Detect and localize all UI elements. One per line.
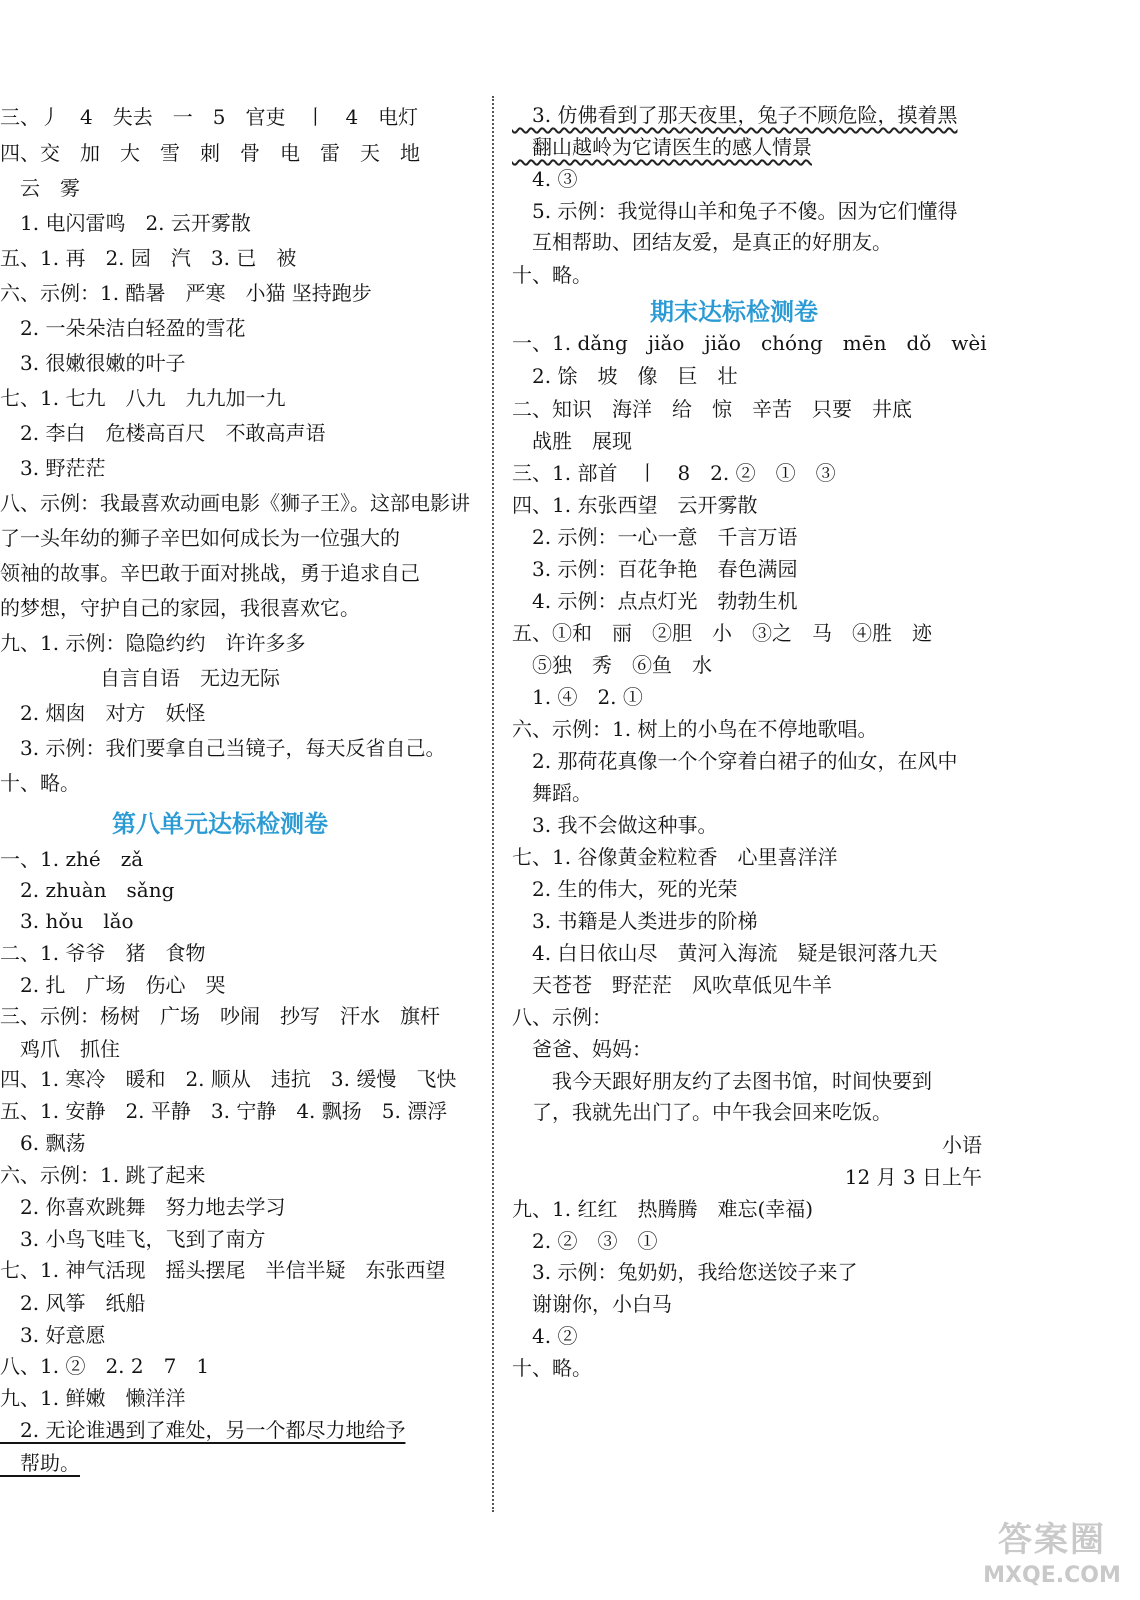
- text-line: 4. 白日依山尽 黄河入海流 疑是银河落九天: [512, 941, 938, 965]
- text-line: 六、示例：1. 树上的小鸟在不停地歌唱。: [512, 717, 878, 741]
- text-line: ⑤独 秀 ⑥鱼 水: [512, 653, 712, 677]
- text-line: 4. 示例：点点灯光 勃勃生机: [512, 589, 798, 613]
- text-line: 5. 示例：我觉得山羊和兔子不傻。因为它们懂得: [512, 199, 958, 223]
- text-line: 2. 扎 广场 伤心 哭: [0, 973, 226, 997]
- text-line: 谢谢你，小白马: [512, 1292, 672, 1316]
- date: 12 月 3 日上午: [844, 1165, 982, 1189]
- text-line: 互相帮助、团结友爱，是真正的好朋友。: [512, 230, 892, 254]
- section-title: 第八单元达标检测卷: [112, 810, 328, 838]
- text-line: 2. zhuàn sǎng: [0, 878, 175, 902]
- text-line: 我今天跟好朋友约了去图书馆，时间快要到: [512, 1069, 932, 1093]
- text-line: 鸡爪 抓住: [0, 1037, 120, 1061]
- text-line: 1. ④ 2. ①: [512, 685, 643, 709]
- watermark-text: 答案圈: [998, 1520, 1106, 1560]
- text-line: 2. 无论谁遇到了难处，另一个都尽力地给予: [0, 1418, 406, 1442]
- text-line: 五、1. 安静 2. 平静 3. 宁静 4. 飘扬 5. 漂浮: [0, 1099, 448, 1123]
- text-line: 十、略。: [0, 771, 80, 795]
- text-line: 3. 小鸟飞哇飞，飞到了南方: [0, 1227, 266, 1251]
- text-line: 3. hǒu lǎo: [0, 909, 134, 933]
- text-line: 2. 馀 坡 像 巨 壮: [512, 364, 738, 388]
- text-line: 五、①和 丽 ②胆 小 ③之 马 ④胜 迹: [512, 621, 932, 645]
- text-line: 三、丿 4 失去 一 5 官吏 丨 4 电灯: [0, 105, 419, 129]
- text-line: 翻山越岭为它请医生的感人情景: [512, 135, 812, 159]
- text-line: 自言自语 无边无际: [0, 666, 280, 690]
- text-line: 了，我就先出门了。中午我会回来吃饭。: [512, 1100, 892, 1124]
- text-line: 1. 电闪雷鸣 2. 云开雾散: [0, 211, 251, 235]
- text-line: 四、1. 东张西望 云开雾散: [512, 493, 758, 517]
- signature: 小语: [942, 1133, 982, 1157]
- watermark-logo: [968, 1520, 1136, 1598]
- text-line: 八、示例：我最喜欢动画电影《狮子王》。这部电影讲: [0, 491, 470, 515]
- text-line: 的梦想，守护自己的家园，我很喜欢它。: [0, 596, 360, 620]
- text-line: 3. 好意愿: [0, 1323, 106, 1347]
- text-line: 2. 示例：一心一意 千言万语: [512, 525, 798, 549]
- watermark-url: MXQE.COM: [983, 1563, 1121, 1588]
- text-line: 十、略。: [512, 1356, 592, 1380]
- text-line: 6. 飘荡: [0, 1131, 86, 1155]
- text-line: 九、1. 红红 热腾腾 难忘(幸福): [512, 1197, 814, 1221]
- text-line: 九、1. 示例：隐隐约约 许许多多: [0, 631, 306, 655]
- text-line: 三、1. 部首 丨 8 2. ② ① ③: [512, 461, 836, 485]
- text-line: 八、1. ② 2. 2 7 1: [0, 1354, 210, 1378]
- text-line: 七、1. 谷像黄金粒粒香 心里喜洋洋: [512, 845, 838, 869]
- text-line: 二、1. 爷爷 猪 食物: [0, 941, 206, 965]
- text-line: 3. 野茫茫: [0, 456, 106, 480]
- text-line: 2. ② ③ ①: [512, 1229, 658, 1253]
- text-line: 三、示例：杨树 广场 吵闹 抄写 汗水 旗杆: [0, 1004, 440, 1028]
- text-line: 2. 生的伟大，死的光荣: [512, 877, 738, 901]
- text-line: 3. 书籍是人类进步的阶梯: [512, 909, 758, 933]
- text-line: 四、交 加 大 雪 刺 骨 电 雷 天 地: [0, 141, 420, 165]
- text-line: 2. 那荷花真像一个个穿着白裙子的仙女，在风中: [512, 749, 958, 773]
- text-line: 2. 李白 危楼高百尺 不敢高声语: [0, 421, 326, 445]
- text-line: 一、1. zhé zǎ: [0, 847, 144, 871]
- text-line: 二、知识 海洋 给 惊 辛苦 只要 井底: [512, 397, 912, 421]
- text-line: 六、示例：1. 酷暑 严寒 小猫 坚持跑步: [0, 281, 372, 305]
- text-line: 2. 你喜欢跳舞 努力地去学习: [0, 1195, 286, 1219]
- text-line: 3. 很嫩很嫩的叶子: [0, 351, 186, 375]
- text-line: 舞蹈。: [512, 781, 592, 805]
- text-line: 四、1. 寒冷 暖和 2. 顺从 违抗 3. 缓慢 飞快: [0, 1067, 457, 1091]
- text-line: 3. 示例：我们要拿自己当镜子，每天反省自己。: [0, 736, 446, 760]
- text-line: 八、示例：: [512, 1005, 612, 1029]
- text-line: 爸爸、妈妈：: [512, 1037, 652, 1061]
- text-line: 六、示例：1. 跳了起来: [0, 1163, 206, 1187]
- text-line: 3. 示例：百花争艳 春色满园: [512, 557, 798, 581]
- text-line: 云 雾: [0, 176, 80, 200]
- text-line: 4. ③: [512, 167, 578, 191]
- text-line: 领袖的故事。辛巴敢于面对挑战，勇于追求自己: [0, 561, 420, 585]
- text-line: 十、略。: [512, 263, 592, 287]
- text-line: 天苍苍 野茫茫 风吹草低见牛羊: [512, 973, 832, 997]
- text-line: 4. ②: [512, 1324, 578, 1348]
- text-line: 帮助。: [0, 1451, 80, 1475]
- text-line: 2. 烟囱 对方 妖怪: [0, 701, 206, 725]
- section-title: 期末达标检测卷: [650, 298, 818, 326]
- text-line: 3. 示例：兔奶奶，我给您送饺子来了: [512, 1260, 858, 1284]
- text-line: 七、1. 七九 八九 九九加一九: [0, 386, 286, 410]
- text-line: 一、1. dǎng jiǎo jiǎo chóng mēn dǒ wèi: [512, 331, 987, 355]
- text-line: 3. 仿佛看到了那天夜里，兔子不顾危险，摸着黑: [512, 103, 958, 127]
- text-line: 3. 我不会做这种事。: [512, 813, 718, 837]
- text-line: 五、1. 再 2. 园 汽 3. 已 被: [0, 246, 297, 270]
- text-line: 战胜 展现: [512, 429, 632, 453]
- text-line: 了一头年幼的狮子辛巴如何成长为一位强大的: [0, 526, 400, 550]
- column-divider: [492, 96, 494, 1512]
- text-line: 2. 风筝 纸船: [0, 1291, 146, 1315]
- text-line: 七、1. 神气活现 摇头摆尾 半信半疑 东张西望: [0, 1258, 446, 1282]
- text-line: 九、1. 鲜嫩 懒洋洋: [0, 1386, 186, 1410]
- text-line: 2. 一朵朵洁白轻盈的雪花: [0, 316, 246, 340]
